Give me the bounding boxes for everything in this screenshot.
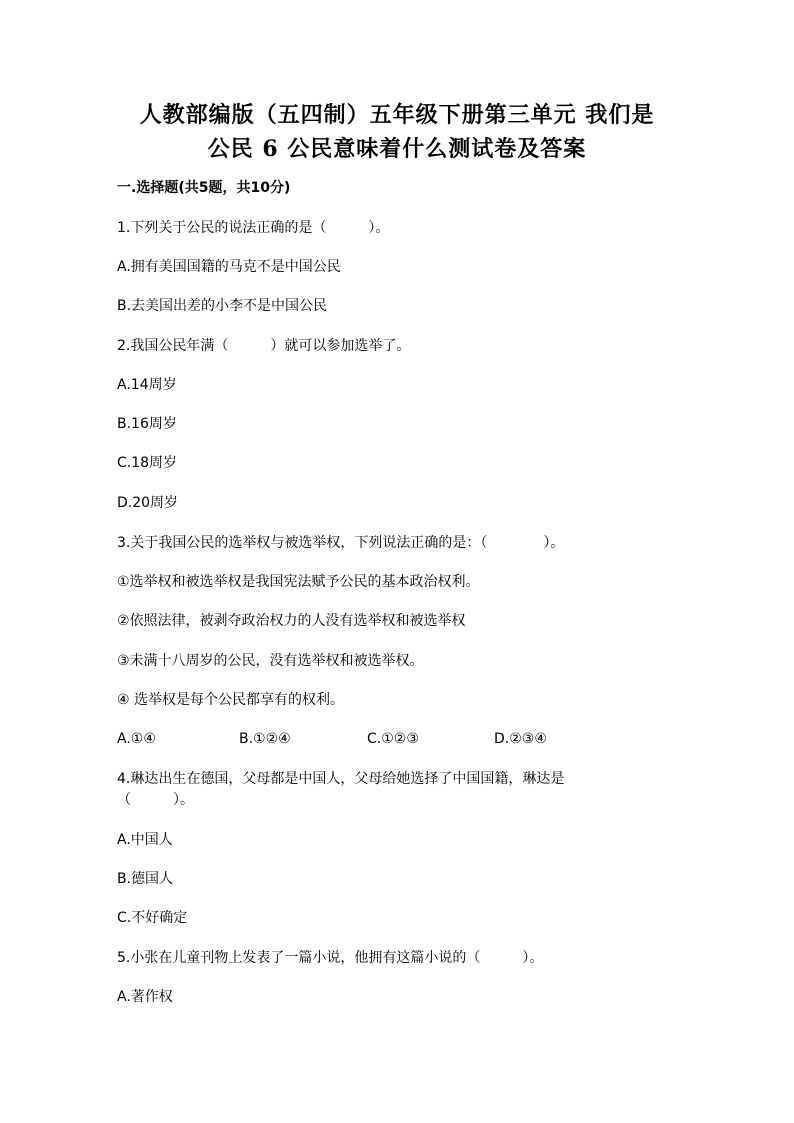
question-3-options: [117, 731, 677, 749]
question-2-option-d: D.20周岁: [117, 495, 179, 511]
question-4-stem-line-2: （ ）。: [117, 792, 194, 808]
section-heading: 一.选择题(共5题，共10分): [117, 180, 291, 196]
question-4-option-a: A.中国人: [117, 832, 173, 848]
question-3-option-a: A.①④: [117, 731, 156, 747]
question-4-option-b: B.德国人: [117, 871, 174, 887]
question-1-stem: 1.下列关于公民的说法正确的是（ ）。: [117, 220, 390, 236]
question-2-stem: 2.我国公民年满（ ）就可以参加选举了。: [117, 338, 411, 354]
question-5-stem: 5.小张在儿童刊物上发表了一篇小说，他拥有这篇小说的（ ）。: [117, 950, 544, 966]
question-3-option-b: B.①②④: [239, 731, 291, 747]
question-3-statement-3: ③未满十八周岁的公民，没有选举权和被选举权。: [117, 653, 424, 669]
question-2-option-a: A.14周岁: [117, 377, 177, 393]
question-3-statement-1: ①选举权和被选举权是我国宪法赋予公民的基本政治权利。: [117, 574, 480, 590]
page-title-line-2: 公民 6 公民意味着什么测试卷及答案: [207, 136, 587, 162]
question-1-option-a: A.拥有美国国籍的马克不是中国公民: [117, 259, 341, 275]
question-3-statement-4: ④ 选举权是每个公民都享有的权利。: [117, 692, 345, 708]
question-1-option-b: B.去美国出差的小李不是中国公民: [117, 298, 328, 314]
question-4-option-c: C.不好确定: [117, 910, 188, 926]
page-title-line-1: 人教部编版（五四制）五年级下册第三单元 我们是: [139, 102, 655, 128]
question-2-option-c: C.18周岁: [117, 455, 178, 471]
question-3-option-c: C.①②③: [367, 731, 419, 747]
question-5-option-a: A.著作权: [117, 989, 173, 1005]
question-3-stem: 3.关于我国公民的选举权与被选举权，下列说法正确的是：（ ）。: [117, 535, 565, 551]
question-4-stem-line-1: 4.琳达出生在德国，父母都是中国人，父母给她选择了中国国籍，琳达是: [117, 771, 565, 787]
question-2-option-b: B.16周岁: [117, 416, 177, 432]
question-3-statement-2: ②依照法律，被剥夺政治权力的人没有选举权和被选举权: [117, 613, 466, 629]
question-3-option-d: D.②③④: [494, 731, 547, 747]
